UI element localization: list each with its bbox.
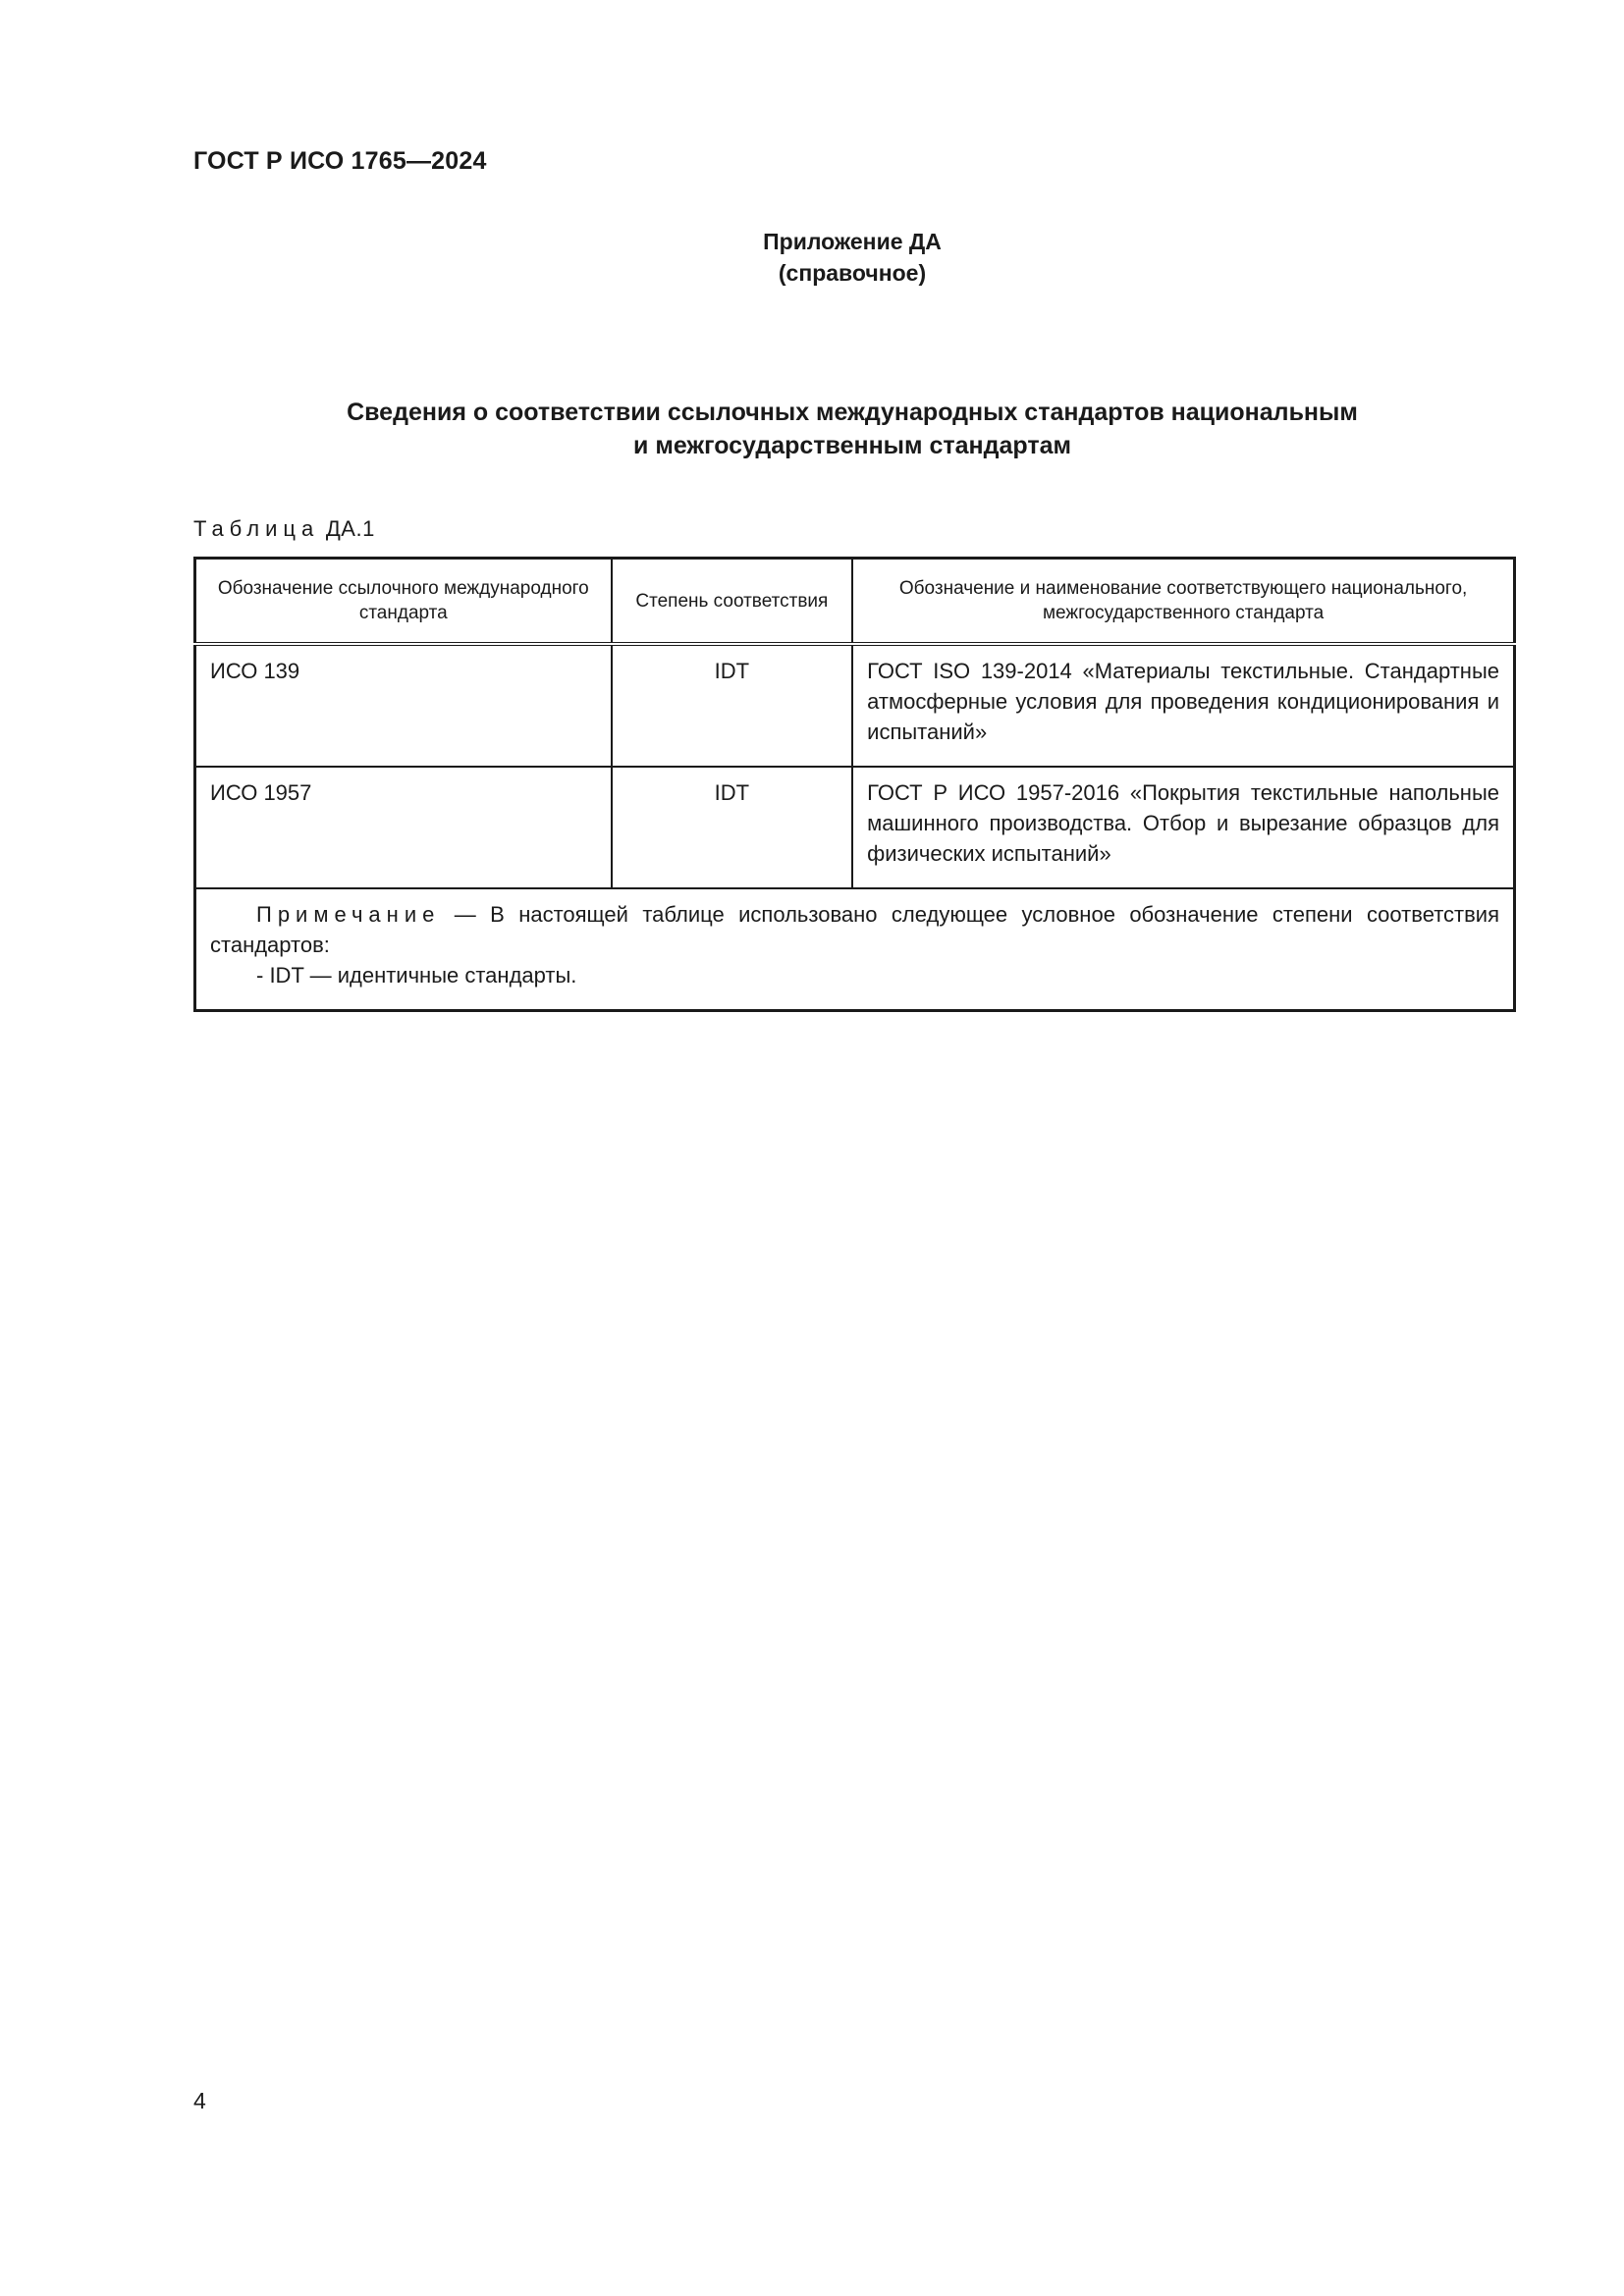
section-title-line-1: Сведения о соответствии ссылочных международных стандартов национальным xyxy=(347,399,1358,426)
section-title xyxy=(0,396,1624,462)
column-header-degree: Степень соответствия xyxy=(612,559,853,645)
column-header-intl: Обозначение ссылочного международного стандарта xyxy=(195,559,612,645)
table-header-row xyxy=(195,559,1515,645)
note-label: Примечание xyxy=(256,902,441,927)
table-caption xyxy=(193,516,375,542)
table-note-row xyxy=(195,888,1515,1011)
standards-table xyxy=(193,557,1516,1012)
column-header-national: Обозначение и наименование соответствующего национального, межгосударственного стандарта xyxy=(852,559,1514,645)
section-title-line-2: и межгосударственным стандартам xyxy=(633,432,1071,459)
cell-intl: ИСО 1957 xyxy=(195,767,612,888)
cell-intl: ИСО 139 xyxy=(195,644,612,767)
table-row xyxy=(195,644,1515,767)
cell-degree: IDT xyxy=(612,644,853,767)
appendix-type: (справочное) xyxy=(778,260,927,286)
table-row xyxy=(195,767,1515,888)
appendix-title: Приложение ДА xyxy=(763,229,942,254)
document-header: ГОСТ Р ИСО 1765—2024 xyxy=(193,147,487,175)
cell-national: ГОСТ Р ИСО 1957-2016 «Покрытия текстильные напольные машинного производства. Отбор и вырезание образцов для физических испытаний» xyxy=(852,767,1514,888)
note-text: — В настоящей таблице использовано следующее условное обозначение степени соответствия стандартов: xyxy=(210,902,1499,957)
table-caption-number: ДА.1 xyxy=(325,516,375,541)
appendix-heading xyxy=(0,226,1624,289)
table-caption-label: Таблица xyxy=(193,516,320,541)
cell-national: ГОСТ ISO 139-2014 «Материалы текстильные. Стандартные атмосферные условия для проведения кондиционирования и испытаний» xyxy=(852,644,1514,767)
table-note xyxy=(195,888,1515,1011)
cell-degree: IDT xyxy=(612,767,853,888)
page-number: 4 xyxy=(193,2088,206,2113)
note-item: - IDT — идентичные стандарты. xyxy=(256,963,577,988)
